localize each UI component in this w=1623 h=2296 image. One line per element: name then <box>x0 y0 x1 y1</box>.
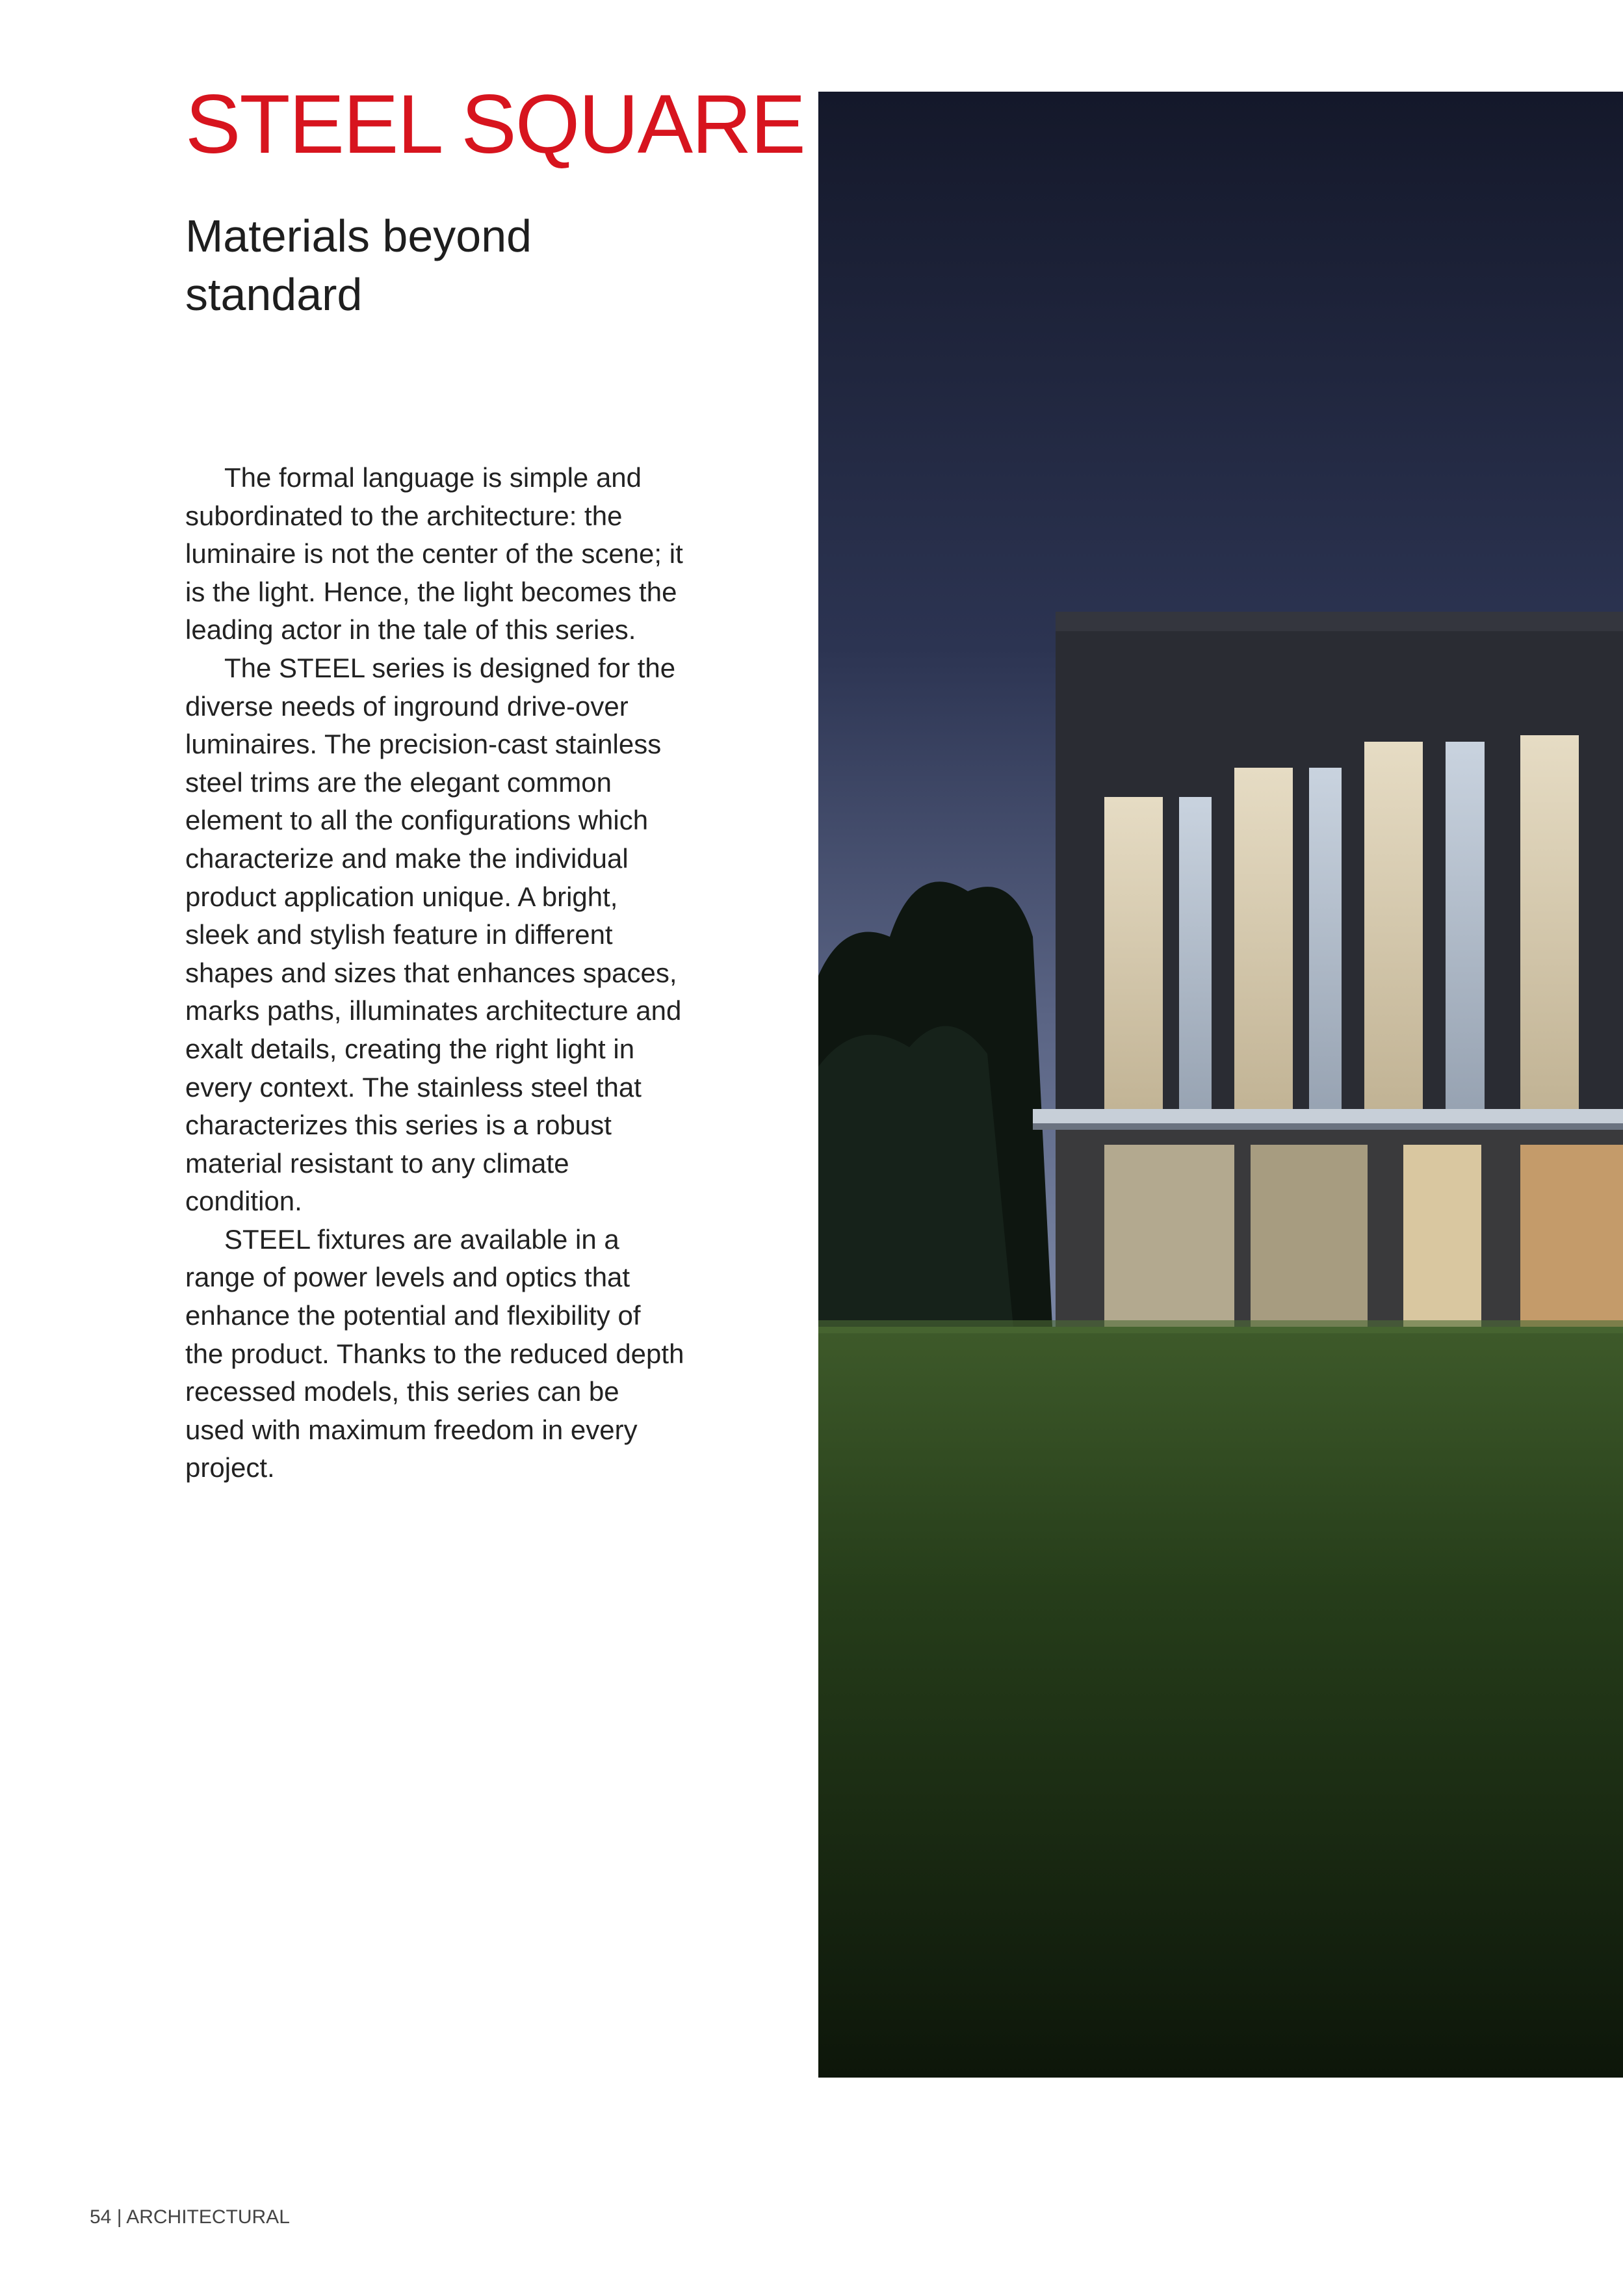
body-text <box>185 459 686 1487</box>
footer-section: ARCHITECTURAL <box>126 2206 290 2228</box>
footer-separator: | <box>111 2206 127 2228</box>
building-night-photo <box>818 92 1623 2078</box>
page-subtitle: Materials beyond standard <box>185 211 532 320</box>
page-footer <box>90 2206 290 2228</box>
paragraph-1: The formal language is simple and subordinated to the architecture: the luminaire is not the center of the scene; it is the light. Hence, the light becomes the leading actor in the tale of this series. <box>185 462 683 646</box>
photo-illustration <box>818 92 1623 2078</box>
page-title: STEEL SQUARE <box>185 78 805 171</box>
page-number: 54 <box>90 2206 112 2228</box>
paragraph-3: STEEL fixtures are available in a range of power levels and optics that enhance the potential and flexibility of the product. Thanks to the reduced depth recessed models, this series can be used with maximum freedom in every project. <box>185 1223 684 1483</box>
paragraph-2: The STEEL series is designed for the diverse needs of inground drive-over luminaires. The precision-cast stainless steel trims are the elegant common element to all the configurations which characterize and make the individual product application unique. A bright, sleek and stylish feature in different shapes and sizes that enhances spaces, marks paths, illuminates architecture and exalt details, creating the right light in every context. The stainless steel that characterizes this series is a robust material resistant to any climate condition. <box>185 652 682 1217</box>
